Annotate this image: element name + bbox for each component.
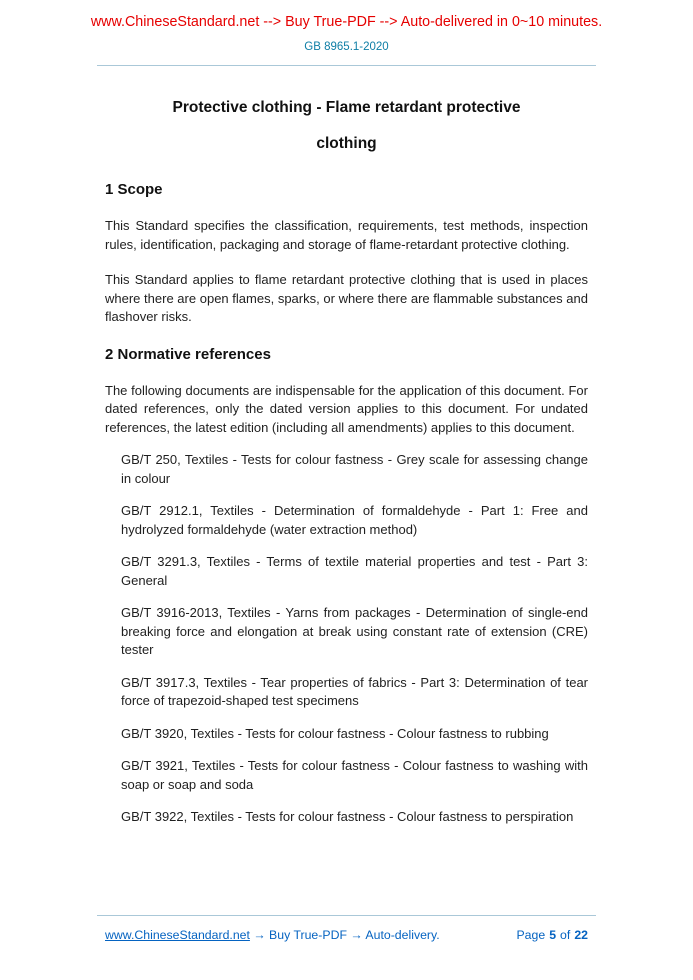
reference-gbt-3916-2013: GB/T 3916-2013, Textiles - Yarns from packages - Determination of single-end breaking force and elongation at break using constant rate of extension (CRE) tester (121, 605, 588, 657)
document-body (0, 90, 693, 827)
section-heading-scope: 1 Scope (105, 181, 163, 198)
footer-row (0, 928, 693, 942)
of-label: of (560, 928, 571, 942)
total-pages: 22 (574, 928, 588, 942)
title-line-2: clothing (316, 135, 377, 152)
title-line-1: Protective clothing - Flame retardant protective (172, 99, 521, 116)
reference-gbt-250: GB/T 250, Textiles - Tests for colour fastness - Grey scale for assessing change in colour (121, 452, 588, 486)
scope-paragraph-2: This Standard applies to flame retardant protective clothing that is used in places where there are open flames, sparks, or where there are flammable substances and flashover risks. (105, 272, 588, 324)
normative-intro-paragraph: The following documents are indispensable for the application of this document. For dated references, only the dated version applies to this document. For undated references, the latest edition (including all amendments) applies to this document. (105, 382, 588, 435)
reference-gbt-3920: GB/T 3920, Textiles - Tests for colour fastness - Colour fastness to rubbing (121, 725, 549, 741)
footer-promo (105, 928, 440, 942)
reference-gbt-2912-1: GB/T 2912.1, Textiles - Determination of formaldehyde - Part 1: Free and hydrolyzed formaldehyde (water extraction method) (121, 503, 588, 537)
page-number: 5 (549, 928, 557, 942)
document-title (105, 90, 588, 162)
page-footer (0, 915, 693, 942)
page-indicator (516, 928, 588, 942)
footer-divider (97, 915, 596, 916)
header-divider (97, 65, 596, 66)
footer-promo-text: → Buy True-PDF → Auto-delivery. (253, 928, 440, 942)
reference-gbt-3921: GB/T 3921, Textiles - Tests for colour fastness - Colour fastness to washing with soap or soap and soda (121, 758, 588, 792)
section-heading-normative-references: 2 Normative references (105, 345, 271, 363)
footer-site-link[interactable]: www.ChineseStandard.net (105, 928, 250, 942)
promo-banner-link[interactable]: www.ChineseStandard.net --> Buy True-PDF --> Auto-delivered in 0~10 minutes. (90, 14, 603, 30)
reference-gbt-3922: GB/T 3922, Textiles - Tests for colour fastness - Colour fastness to perspiration (121, 809, 574, 824)
reference-gbt-3917-3: GB/T 3917.3, Textiles - Tear properties of fabrics - Part 3: Determination of tear force of trapezoid-shaped test specimens (121, 674, 588, 708)
page-label: Page (516, 928, 546, 942)
reference-gbt-3291-3: GB/T 3291.3, Textiles - Terms of textile material properties and test - Part 3: General (121, 554, 588, 588)
scope-paragraph-1: This Standard specifies the classification, requirements, test methods, inspection rules, identification, packaging and storage of flame-retardant protective clothing. (105, 218, 588, 252)
standard-code: GB 8965.1-2020 (304, 41, 389, 53)
